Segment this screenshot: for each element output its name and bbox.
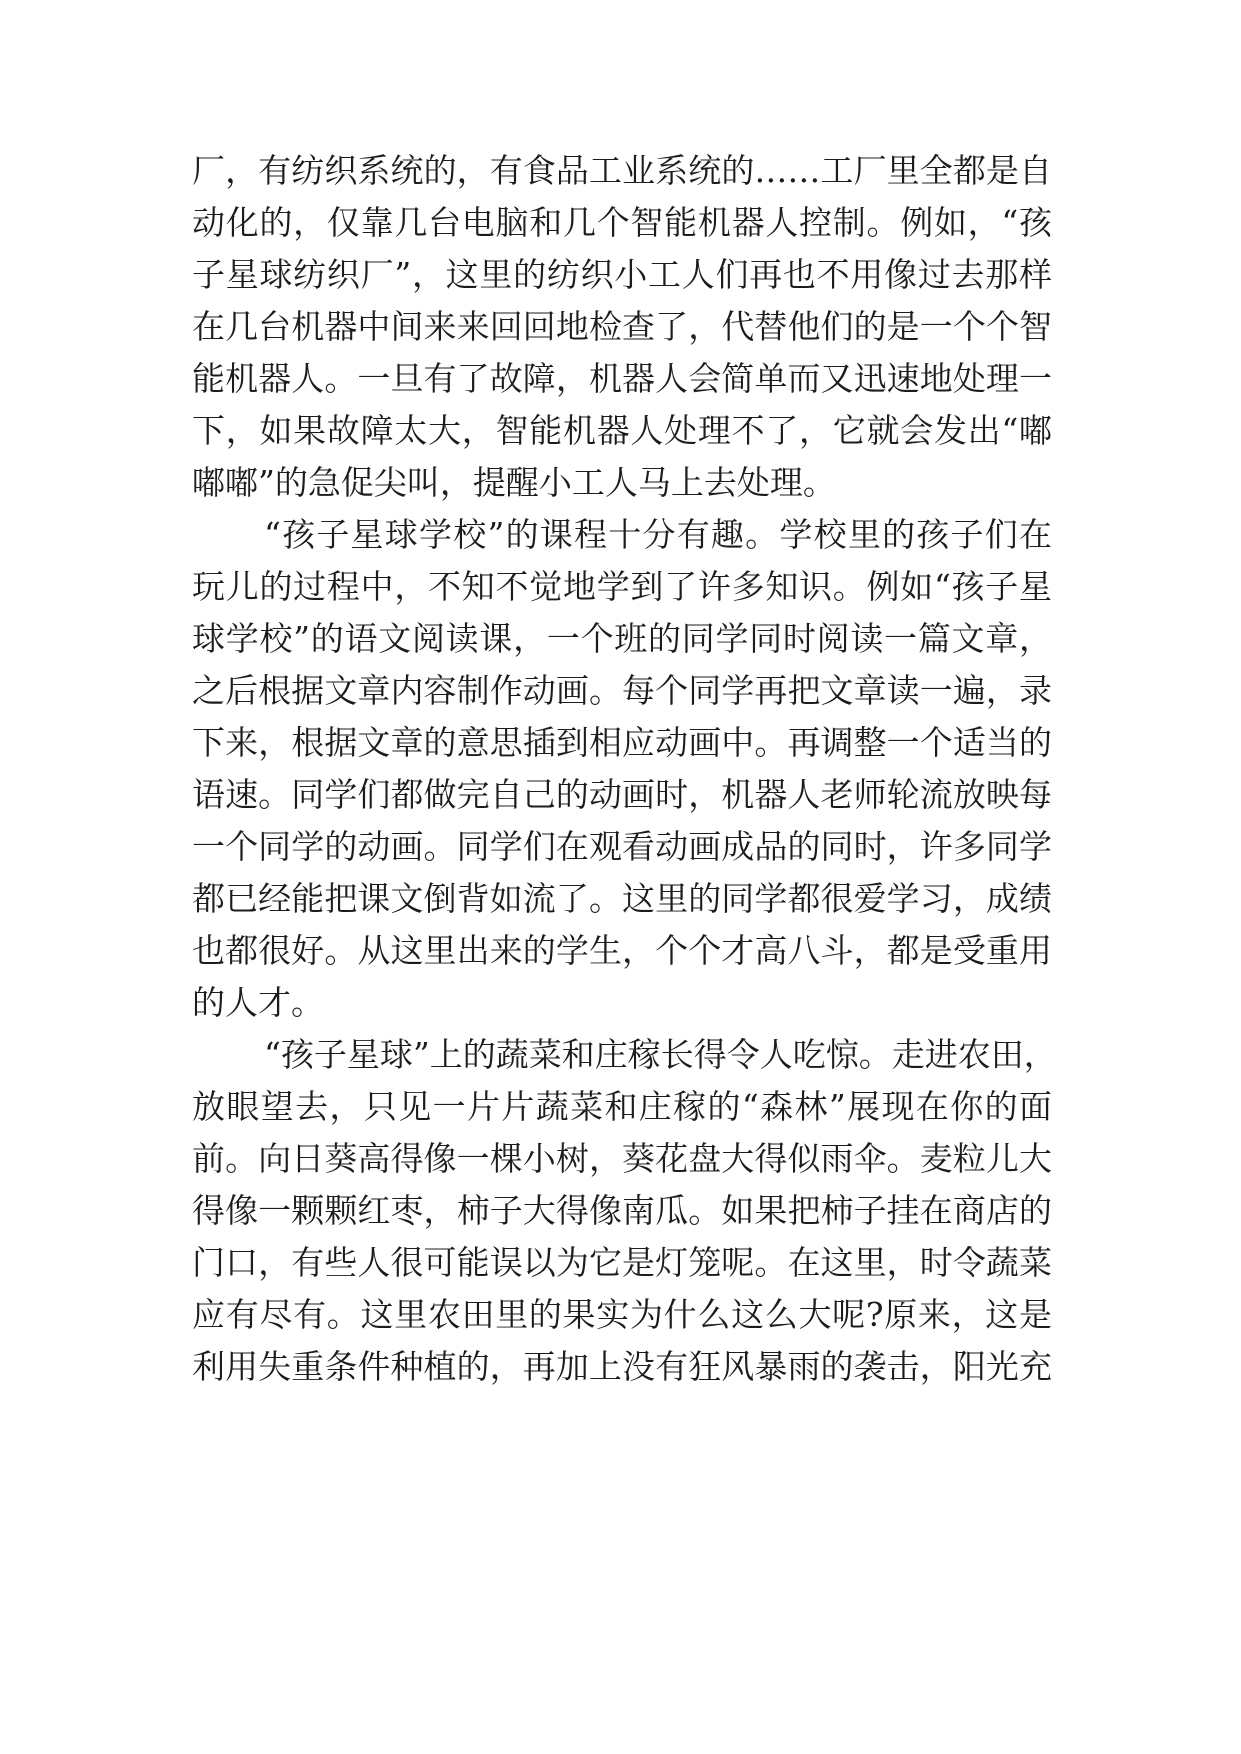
text-line: 厂，有纺织系统的，有食品工业系统的……工厂里全都是自 [192, 151, 1052, 190]
text-line: 应有尽有。这里农田里的果实为什么这么大呢?原来，这是 [192, 1295, 1052, 1334]
text-line: 门口，有些人很可能误以为它是灯笼呢。在这里，时令蔬菜 [192, 1243, 1052, 1282]
text-line: 在几台机器中间来来回回地检查了，代替他们的是一个个智 [192, 307, 1052, 346]
text-line: 能机器人。一旦有了故障，机器人会简单而又迅速地处理一 [192, 359, 1052, 398]
text-line: 都已经能把课文倒背如流了。这里的同学都很爱学习，成绩 [192, 879, 1052, 918]
text-line: 子星球纺织厂”，这里的纺织小工人们再也不用像过去那样 [192, 255, 1052, 294]
text-line: 得像一颗颗红枣，柿子大得像南瓜。如果把柿子挂在商店的 [192, 1191, 1052, 1230]
text-line: 利用失重条件种植的，再加上没有狂风暴雨的袭击，阳光充 [192, 1347, 1052, 1386]
text-line: 的人才。 [192, 983, 324, 1022]
text-line: 下，如果故障太大，智能机器人处理不了，它就会发出“嘟 [192, 411, 1052, 450]
text-line: 前。向日葵高得像一棵小树，葵花盘大得似雨伞。麦粒儿大 [192, 1139, 1052, 1178]
text-line: 玩儿的过程中，不知不觉地学到了许多知识。例如“孩子星 [192, 567, 1052, 606]
text-line: 一个同学的动画。同学们在观看动画成品的同时，许多同学 [192, 827, 1052, 866]
text-line: 也都很好。从这里出来的学生，个个才高八斗，都是受重用 [192, 931, 1052, 970]
text-line: “孩子星球学校”的课程十分有趣。学校里的孩子们在 [264, 515, 1052, 554]
text-line: 之后根据文章内容制作动画。每个同学再把文章读一遍，录 [192, 671, 1052, 710]
text-line: “孩子星球”上的蔬菜和庄稼长得令人吃惊。走进农田， [264, 1035, 1057, 1074]
text-line: 语速。同学们都做完自己的动画时，机器人老师轮流放映每 [192, 775, 1052, 814]
text-line: 动化的，仅靠几台电脑和几个智能机器人控制。例如，“孩 [192, 203, 1052, 242]
text-line: 放眼望去，只见一片片蔬菜和庄稼的“森林”展现在你的面 [192, 1087, 1052, 1126]
text-line: 下来，根据文章的意思插到相应动画中。再调整一个适当的 [192, 723, 1052, 762]
text-line: 嘟嘟”的急促尖叫，提醒小工人马上去处理。 [192, 463, 836, 502]
text-line: 球学校”的语文阅读课，一个班的同学同时阅读一篇文章， [192, 619, 1052, 658]
